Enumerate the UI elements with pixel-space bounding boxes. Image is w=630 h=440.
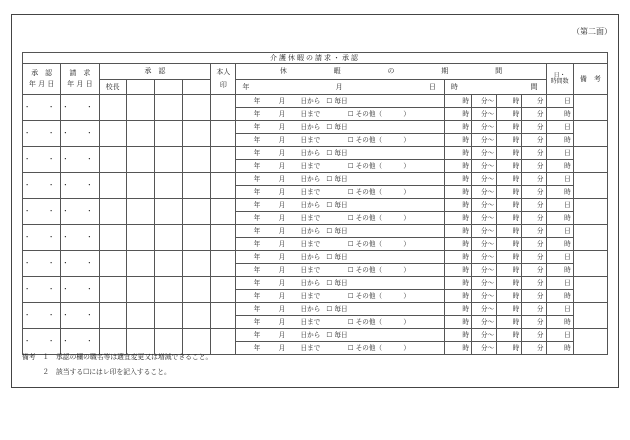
- note-2: ２ 該当する☐にはレ印を記入すること。: [22, 368, 171, 376]
- self-seal-cell[interactable]: [211, 121, 236, 147]
- start-hour[interactable]: 時: [444, 225, 471, 238]
- checkbox-other[interactable]: ☐ その他（: [347, 187, 383, 196]
- request-date-cell[interactable]: ・ ・: [61, 251, 99, 277]
- table-row: [23, 225, 608, 238]
- checkbox-other[interactable]: ☐ その他（: [347, 317, 383, 326]
- request-date-cell[interactable]: ・ ・: [61, 303, 99, 329]
- period-end-cell[interactable]: 年 月 日まで ☐ その他（ ）: [236, 212, 444, 225]
- principal-seal-cell[interactable]: [99, 303, 126, 329]
- remarks-cell[interactable]: [573, 277, 607, 303]
- period-end-cell[interactable]: 年 月 日まで ☐ その他（ ）: [236, 134, 444, 147]
- period-end-cell[interactable]: 年 月 日まで ☐ その他（ ）: [236, 186, 444, 199]
- days-cell[interactable]: 日: [546, 147, 573, 160]
- start-hour[interactable]: 時: [444, 212, 471, 225]
- checkbox-daily[interactable]: ☐ 毎日: [326, 122, 348, 131]
- self-seal-header: 本人 印: [211, 64, 236, 95]
- principal-seal-cell[interactable]: [99, 121, 126, 147]
- approval-seal-cell[interactable]: [183, 225, 211, 251]
- period-end-cell[interactable]: 年 月 日まで ☐ その他（ ）: [236, 316, 444, 329]
- end-hour[interactable]: 時: [497, 238, 522, 251]
- period-start-cell[interactable]: 年 月 日から ☐ 毎日: [236, 303, 444, 316]
- approval-seal-cell[interactable]: [183, 173, 211, 199]
- end-minute[interactable]: 分: [522, 342, 546, 355]
- checkbox-other[interactable]: ☐ その他（: [347, 109, 383, 118]
- table-row: [23, 251, 608, 264]
- start-minute[interactable]: 分～: [472, 160, 497, 173]
- approval-seal-cell[interactable]: [126, 277, 154, 303]
- request-date-cell[interactable]: ・ ・: [61, 95, 99, 121]
- end-minute[interactable]: 分: [522, 160, 546, 173]
- period-end-cell[interactable]: 年 月 日まで ☐ その他（ ）: [236, 160, 444, 173]
- days-cell[interactable]: 日: [546, 251, 573, 264]
- self-seal-cell[interactable]: [211, 329, 236, 355]
- approve-date-cell[interactable]: ・ ・: [23, 225, 61, 251]
- hours-cell[interactable]: 時: [546, 264, 573, 277]
- period-end-cell[interactable]: 年 月 日まで ☐ その他（ ）: [236, 342, 444, 355]
- table-row: [23, 199, 608, 212]
- principal-header: 校長: [99, 80, 126, 95]
- table-row: [23, 121, 608, 134]
- checkbox-daily[interactable]: ☐ 毎日: [326, 278, 348, 287]
- days-hours-header: 日・ 時間数: [546, 64, 573, 95]
- checkbox-other[interactable]: ☐ その他（: [347, 265, 383, 274]
- principal-seal-cell[interactable]: [99, 95, 126, 121]
- leave-request-table: [22, 52, 608, 355]
- end-hour[interactable]: 時: [497, 160, 522, 173]
- self-seal-cell[interactable]: [211, 251, 236, 277]
- approval-seal-cell[interactable]: [183, 95, 211, 121]
- approval-seal-cell[interactable]: [154, 173, 182, 199]
- days-cell[interactable]: 日: [546, 329, 573, 342]
- period-start-cell[interactable]: 年 月 日から ☐ 毎日: [236, 277, 444, 290]
- end-minute[interactable]: 分: [522, 264, 546, 277]
- remarks-cell[interactable]: [573, 95, 607, 121]
- end-minute[interactable]: 分: [522, 186, 546, 199]
- remarks-cell[interactable]: [573, 251, 607, 277]
- approve-date-cell[interactable]: ・ ・: [23, 277, 61, 303]
- end-minute[interactable]: 分: [522, 225, 546, 238]
- approve-date-cell[interactable]: ・ ・: [23, 303, 61, 329]
- start-minute[interactable]: 分～: [472, 225, 497, 238]
- start-minute[interactable]: 分～: [472, 212, 497, 225]
- approval-seal-cell[interactable]: [183, 303, 211, 329]
- approval-blank-2: [154, 80, 182, 95]
- period-start-cell[interactable]: 年 月 日から ☐ 毎日: [236, 147, 444, 160]
- start-minute[interactable]: 分～: [472, 108, 497, 121]
- start-minute[interactable]: 分～: [472, 121, 497, 134]
- request-date-cell[interactable]: ・ ・: [61, 147, 99, 173]
- end-minute[interactable]: 分: [522, 199, 546, 212]
- checkbox-other[interactable]: ☐ その他（: [347, 343, 383, 352]
- request-date-cell[interactable]: ・ ・: [61, 121, 99, 147]
- remarks-header: 備 考: [573, 64, 607, 95]
- start-minute[interactable]: 分～: [472, 264, 497, 277]
- start-hour[interactable]: 時: [444, 342, 471, 355]
- days-cell[interactable]: 日: [546, 173, 573, 186]
- end-hour[interactable]: 時: [497, 212, 522, 225]
- start-minute[interactable]: 分～: [472, 238, 497, 251]
- hours-cell[interactable]: 時: [546, 238, 573, 251]
- approval-seal-cell[interactable]: [154, 225, 182, 251]
- approval-seal-cell[interactable]: [126, 303, 154, 329]
- request-date-cell[interactable]: ・ ・: [61, 199, 99, 225]
- end-minute[interactable]: 分: [522, 303, 546, 316]
- note-1: 備考 １ 承認の欄の職名等は適宜変更又は増減できること。: [22, 353, 213, 361]
- approval-blank-1: [126, 80, 154, 95]
- approval-seal-cell[interactable]: [154, 303, 182, 329]
- date-subheader: 年 月 日: [236, 80, 444, 95]
- end-hour[interactable]: 時: [497, 95, 522, 108]
- notes: [22, 350, 212, 380]
- end-hour[interactable]: 時: [497, 147, 522, 160]
- end-hour[interactable]: 時: [497, 329, 522, 342]
- end-minute[interactable]: 分: [522, 147, 546, 160]
- start-hour[interactable]: 時: [444, 186, 471, 199]
- period-start-cell[interactable]: 年 月 日から ☐ 毎日: [236, 173, 444, 186]
- end-hour[interactable]: 時: [497, 108, 522, 121]
- self-seal-cell[interactable]: [211, 303, 236, 329]
- start-minute[interactable]: 分～: [472, 251, 497, 264]
- end-hour[interactable]: 時: [497, 173, 522, 186]
- checkbox-daily[interactable]: ☐ 毎日: [326, 148, 348, 157]
- days-cell[interactable]: 日: [546, 303, 573, 316]
- principal-seal-cell[interactable]: [99, 199, 126, 225]
- remarks-cell[interactable]: [573, 199, 607, 225]
- approval-seal-cell[interactable]: [183, 251, 211, 277]
- checkbox-other[interactable]: ☐ その他（: [347, 135, 383, 144]
- end-hour[interactable]: 時: [497, 121, 522, 134]
- approval-blank-3: [183, 80, 211, 95]
- self-seal-cell[interactable]: [211, 147, 236, 173]
- start-hour[interactable]: 時: [444, 316, 471, 329]
- time-subheader: 時 間: [444, 80, 546, 95]
- end-minute[interactable]: 分: [522, 108, 546, 121]
- approval-seal-cell[interactable]: [126, 147, 154, 173]
- hours-cell[interactable]: 時: [546, 290, 573, 303]
- remarks-cell[interactable]: [573, 225, 607, 251]
- approval-seal-cell[interactable]: [183, 277, 211, 303]
- hours-cell[interactable]: 時: [546, 108, 573, 121]
- approval-header: 承 認: [99, 64, 211, 80]
- start-hour[interactable]: 時: [444, 238, 471, 251]
- start-hour[interactable]: 時: [444, 108, 471, 121]
- end-minute[interactable]: 分: [522, 121, 546, 134]
- end-minute[interactable]: 分: [522, 134, 546, 147]
- table-row: [23, 277, 608, 290]
- end-minute[interactable]: 分: [522, 277, 546, 290]
- end-hour[interactable]: 時: [497, 316, 522, 329]
- remarks-cell[interactable]: [573, 329, 607, 355]
- approval-seal-cell[interactable]: [126, 173, 154, 199]
- checkbox-daily[interactable]: ☐ 毎日: [326, 96, 348, 105]
- start-minute[interactable]: 分～: [472, 95, 497, 108]
- approve-date-cell[interactable]: ・ ・: [23, 121, 61, 147]
- end-minute[interactable]: 分: [522, 251, 546, 264]
- end-hour[interactable]: 時: [497, 225, 522, 238]
- leave-period-header: 休 暇 の 期 間: [236, 64, 546, 80]
- days-cell[interactable]: 日: [546, 277, 573, 290]
- start-hour[interactable]: 時: [444, 134, 471, 147]
- start-hour[interactable]: 時: [444, 95, 471, 108]
- table-row: [23, 173, 608, 186]
- checkbox-daily[interactable]: ☐ 毎日: [326, 252, 348, 261]
- start-minute[interactable]: 分～: [472, 342, 497, 355]
- principal-seal-cell[interactable]: [99, 277, 126, 303]
- checkbox-daily[interactable]: ☐ 毎日: [326, 174, 348, 183]
- approve-date-cell[interactable]: ・ ・: [23, 95, 61, 121]
- approve-date-cell[interactable]: ・ ・: [23, 147, 61, 173]
- self-seal-cell[interactable]: [211, 225, 236, 251]
- request-date-cell[interactable]: ・ ・: [61, 277, 99, 303]
- end-minute[interactable]: 分: [522, 238, 546, 251]
- end-hour[interactable]: 時: [497, 303, 522, 316]
- principal-seal-cell[interactable]: [99, 251, 126, 277]
- self-seal-cell[interactable]: [211, 173, 236, 199]
- start-hour[interactable]: 時: [444, 173, 471, 186]
- approval-seal-cell[interactable]: [126, 251, 154, 277]
- period-end-cell[interactable]: 年 月 日まで ☐ その他（ ）: [236, 264, 444, 277]
- period-start-cell[interactable]: 年 月 日から ☐ 毎日: [236, 121, 444, 134]
- days-cell[interactable]: 日: [546, 199, 573, 212]
- request-date-header: 請 求 年 月 日: [61, 64, 99, 95]
- self-seal-cell[interactable]: [211, 95, 236, 121]
- self-seal-cell[interactable]: [211, 277, 236, 303]
- checkbox-other[interactable]: ☐ その他（: [347, 291, 383, 300]
- approval-seal-cell[interactable]: [126, 95, 154, 121]
- start-minute[interactable]: 分～: [472, 303, 497, 316]
- start-minute[interactable]: 分～: [472, 316, 497, 329]
- approval-seal-cell[interactable]: [154, 199, 182, 225]
- approval-seal-cell[interactable]: [183, 147, 211, 173]
- page-label: （第二面）: [572, 27, 612, 36]
- period-start-cell[interactable]: 年 月 日から ☐ 毎日: [236, 251, 444, 264]
- period-start-cell[interactable]: 年 月 日から ☐ 毎日: [236, 225, 444, 238]
- approve-date-cell[interactable]: ・ ・: [23, 251, 61, 277]
- end-hour[interactable]: 時: [497, 264, 522, 277]
- approval-seal-cell[interactable]: [126, 199, 154, 225]
- start-minute[interactable]: 分～: [472, 199, 497, 212]
- principal-seal-cell[interactable]: [99, 225, 126, 251]
- approval-seal-cell[interactable]: [126, 225, 154, 251]
- remarks-cell[interactable]: [573, 173, 607, 199]
- hours-cell[interactable]: 時: [546, 316, 573, 329]
- end-hour[interactable]: 時: [497, 199, 522, 212]
- period-end-cell[interactable]: 年 月 日まで ☐ その他（ ）: [236, 238, 444, 251]
- end-hour[interactable]: 時: [497, 251, 522, 264]
- end-hour[interactable]: 時: [497, 186, 522, 199]
- hours-cell[interactable]: 時: [546, 160, 573, 173]
- approve-date-header: 承 認 年 月 日: [23, 64, 61, 95]
- hours-cell[interactable]: 時: [546, 186, 573, 199]
- end-minute[interactable]: 分: [522, 329, 546, 342]
- checkbox-daily[interactable]: ☐ 毎日: [326, 304, 348, 313]
- request-date-cell[interactable]: ・ ・: [61, 225, 99, 251]
- hours-cell[interactable]: 時: [546, 134, 573, 147]
- remarks-cell[interactable]: [573, 303, 607, 329]
- approve-date-cell[interactable]: ・ ・: [23, 173, 61, 199]
- period-start-cell[interactable]: 年 月 日から ☐ 毎日: [236, 329, 444, 342]
- approval-seal-cell[interactable]: [183, 121, 211, 147]
- table-title: 介護休暇の請求・承認: [23, 53, 608, 64]
- end-hour[interactable]: 時: [497, 134, 522, 147]
- approval-seal-cell[interactable]: [183, 199, 211, 225]
- period-start-cell[interactable]: 年 月 日から ☐ 毎日: [236, 95, 444, 108]
- start-hour[interactable]: 時: [444, 264, 471, 277]
- approval-seal-cell[interactable]: [154, 251, 182, 277]
- end-minute[interactable]: 分: [522, 290, 546, 303]
- checkbox-other[interactable]: ☐ その他（: [347, 239, 383, 248]
- principal-seal-cell[interactable]: [99, 147, 126, 173]
- approve-date-cell[interactable]: ・ ・: [23, 329, 61, 355]
- request-date-cell[interactable]: ・ ・: [61, 329, 99, 355]
- checkbox-other[interactable]: ☐ その他（: [347, 161, 383, 170]
- start-minute[interactable]: 分～: [472, 329, 497, 342]
- start-hour[interactable]: 時: [444, 251, 471, 264]
- start-hour[interactable]: 時: [444, 121, 471, 134]
- table-row: [23, 95, 608, 108]
- approval-seal-cell[interactable]: [154, 147, 182, 173]
- end-hour[interactable]: 時: [497, 342, 522, 355]
- period-end-cell[interactable]: 年 月 日まで ☐ その他（ ）: [236, 290, 444, 303]
- request-date-cell[interactable]: ・ ・: [61, 173, 99, 199]
- end-minute[interactable]: 分: [522, 212, 546, 225]
- checkbox-daily[interactable]: ☐ 毎日: [326, 226, 348, 235]
- start-hour[interactable]: 時: [444, 329, 471, 342]
- hours-cell[interactable]: 時: [546, 342, 573, 355]
- approval-seal-cell[interactable]: [126, 121, 154, 147]
- start-minute[interactable]: 分～: [472, 173, 497, 186]
- start-hour[interactable]: 時: [444, 147, 471, 160]
- start-minute[interactable]: 分～: [472, 134, 497, 147]
- approval-seal-cell[interactable]: [154, 95, 182, 121]
- end-hour[interactable]: 時: [497, 290, 522, 303]
- approval-seal-cell[interactable]: [154, 121, 182, 147]
- period-end-cell[interactable]: 年 月 日まで ☐ その他（ ）: [236, 108, 444, 121]
- checkbox-other[interactable]: ☐ その他（: [347, 213, 383, 222]
- days-cell[interactable]: 日: [546, 225, 573, 238]
- approve-date-cell[interactable]: ・ ・: [23, 199, 61, 225]
- checkbox-daily[interactable]: ☐ 毎日: [326, 200, 348, 209]
- start-hour[interactable]: 時: [444, 199, 471, 212]
- period-start-cell[interactable]: 年 月 日から ☐ 毎日: [236, 199, 444, 212]
- end-minute[interactable]: 分: [522, 316, 546, 329]
- checkbox-daily[interactable]: ☐ 毎日: [326, 330, 348, 339]
- hours-cell[interactable]: 時: [546, 212, 573, 225]
- approval-seal-cell[interactable]: [154, 277, 182, 303]
- end-minute[interactable]: 分: [522, 173, 546, 186]
- self-seal-cell[interactable]: [211, 199, 236, 225]
- end-hour[interactable]: 時: [497, 277, 522, 290]
- start-minute[interactable]: 分～: [472, 186, 497, 199]
- table-row: [23, 329, 608, 342]
- principal-seal-cell[interactable]: [99, 173, 126, 199]
- remarks-cell[interactable]: [573, 121, 607, 147]
- start-minute[interactable]: 分～: [472, 147, 497, 160]
- table-row: [23, 303, 608, 316]
- days-cell[interactable]: 日: [546, 121, 573, 134]
- end-minute[interactable]: 分: [522, 95, 546, 108]
- remarks-cell[interactable]: [573, 147, 607, 173]
- start-hour[interactable]: 時: [444, 290, 471, 303]
- start-hour[interactable]: 時: [444, 160, 471, 173]
- table-row: [23, 147, 608, 160]
- start-hour[interactable]: 時: [444, 277, 471, 290]
- start-minute[interactable]: 分～: [472, 277, 497, 290]
- start-minute[interactable]: 分～: [472, 290, 497, 303]
- days-cell[interactable]: 日: [546, 95, 573, 108]
- start-hour[interactable]: 時: [444, 303, 471, 316]
